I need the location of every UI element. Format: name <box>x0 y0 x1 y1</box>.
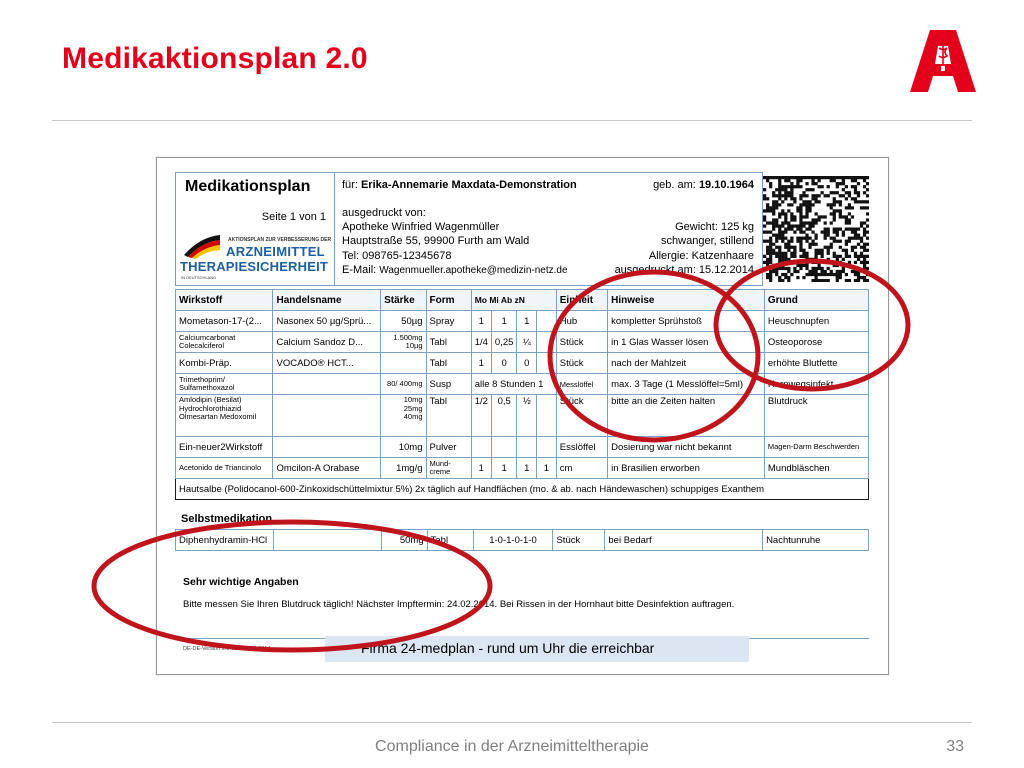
pharmacy-email-line <box>342 264 568 276</box>
cell-wirkstoff: Amlodipin (Besilat) Hydrochlorothiazid Olmesartan Medoxomil <box>176 395 273 437</box>
patient-status: schwanger, stillend <box>661 235 754 247</box>
brand-country: IN DEUTSCHLAND <box>181 275 217 280</box>
cell-handelsname <box>273 395 381 437</box>
plan-header-left <box>176 173 335 285</box>
table-row <box>176 332 869 353</box>
section-wichtige-angaben: Sehr wichtige Angaben <box>183 576 299 588</box>
col-dosing: Mo Mi Ab zN <box>471 290 556 311</box>
printed-on: ausgedruckt am: 15.12.2014 <box>614 264 754 276</box>
selbstmedikation-table <box>175 529 869 551</box>
cell-handelsname <box>273 437 381 458</box>
apotheke-a-logo-icon <box>908 26 978 96</box>
dob-line <box>653 179 754 191</box>
cell-einheit: Stück <box>553 530 605 551</box>
cell-mo <box>471 437 491 458</box>
patient-weight: Gewicht: 125 kg <box>675 221 754 233</box>
cell-mi <box>491 437 517 458</box>
cell-staerke: 1mg/g <box>381 458 426 479</box>
cell-handelsname <box>273 530 381 551</box>
cell-wirkstoff: Mometason-17-(2... <box>176 311 273 332</box>
cell-form: Mund-creme <box>426 458 471 479</box>
cell-staerke: 80/ 400mg <box>381 374 426 395</box>
bottom-divider <box>52 722 972 723</box>
cell-mi: 0,25 <box>491 332 517 353</box>
col-handelsname: Handelsname <box>273 290 381 311</box>
cell-handelsname: Calcium Sandoz D... <box>273 332 381 353</box>
cell-handelsname: Nasonex 50 µg/Sprü... <box>273 311 381 332</box>
slide-page-number: 33 <box>946 738 964 755</box>
cell-free-text: Hautsalbe (Polidocanol-600-Zinkoxidschüttelmixtur 5%) 2x täglich auf Handflächen (mo. & ab. nach Händewaschen) schuppiges Exanthem <box>176 479 869 500</box>
dob-label: geb. am: <box>653 179 696 191</box>
cell-handelsname: VOCADO® HCT... <box>273 353 381 374</box>
top-divider <box>52 120 972 121</box>
col-form: Form <box>426 290 471 311</box>
cell-ab: ¼ <box>517 332 537 353</box>
cell-grund: erhöhte Blutfette <box>764 353 868 374</box>
cell-einheit: Stück <box>556 332 607 353</box>
cell-grund: Harnwegsinfekt <box>764 374 868 395</box>
free-text-row <box>176 479 869 500</box>
cell-staerke: 1.500mg 10µg <box>381 332 426 353</box>
version-note: DE-DE-Version 2.0 vom 15.12.2014 <box>183 646 271 652</box>
slide-title: Medikaktionsplan 2.0 <box>62 42 368 75</box>
cell-grund: Nachtunruhe <box>763 530 869 551</box>
cell-handelsname <box>273 374 381 395</box>
table-row <box>176 458 869 479</box>
cell-wirkstoff: Calciumcarbonat Colecalciferol <box>176 332 273 353</box>
pharmacy-name: Apotheke Winfried Wagenmüller <box>342 221 500 233</box>
cell-ab <box>517 437 537 458</box>
email-label: E-Mail: <box>342 264 377 276</box>
cell-staerke <box>381 353 426 374</box>
cell-hinweise: bitte an die Zeiten halten <box>608 395 765 437</box>
plan-header-right <box>342 173 762 285</box>
cell-hinweise: Dosierung war nicht bekannt <box>608 437 765 458</box>
cell-einheit: cm <box>556 458 607 479</box>
cell-mi: 1 <box>491 458 517 479</box>
cell-form: Susp <box>426 374 471 395</box>
cell-mo: 1/4 <box>471 332 491 353</box>
col-einheit: Einheit <box>556 290 607 311</box>
cell-mi: 0,5 <box>491 395 517 437</box>
cell-mi: 1 <box>491 311 517 332</box>
cell-mo: 1 <box>471 458 491 479</box>
cell-hinweise: in 1 Glas Wasser lösen <box>608 332 765 353</box>
footer-caption: Compliance in der Arzneimitteltherapie <box>375 738 649 755</box>
table-header-row <box>176 290 869 311</box>
patient-line <box>342 179 577 191</box>
cell-hinweise: nach der Mahlzeit <box>608 353 765 374</box>
section-selbstmedikation: Selbstmedikation <box>181 513 273 525</box>
cell-grund: Blutdruck <box>764 395 868 437</box>
col-hinweise: Hinweise <box>608 290 765 311</box>
cell-staerke: 10mg 25mg 40mg <box>381 395 426 437</box>
cell-grund: Heuschnupfen <box>764 311 868 332</box>
cell-grund: Osteoporose <box>764 332 868 353</box>
cell-dosing-text: alle 8 Stunden 1 <box>471 374 556 395</box>
col-grund: Grund <box>764 290 868 311</box>
brand-tagline: AKTIONSPLAN ZUR VERBESSERUNG DER <box>228 237 332 243</box>
cell-mo: 1/2 <box>471 395 491 437</box>
cell-wirkstoff: Diphenhydramin-HCl <box>176 530 274 551</box>
cell-zn <box>537 311 557 332</box>
cell-hinweise: kompletter Sprühstoß <box>608 311 765 332</box>
datamatrix-code-icon <box>763 176 869 282</box>
table-row <box>176 530 869 551</box>
table-row <box>176 395 869 437</box>
cell-handelsname: Omcilon-A Orabase <box>273 458 381 479</box>
cell-wirkstoff: Acetonido de Triancinolo <box>176 458 273 479</box>
cell-form: Tabl <box>426 353 471 374</box>
cell-ab: ½ <box>517 395 537 437</box>
cell-mi: 0 <box>491 353 517 374</box>
cell-hinweise: max. 3 Tage (1 Messlöffel=5ml) <box>608 374 765 395</box>
plan-page-indicator: Seite 1 von 1 <box>261 211 326 223</box>
pharmacy-tel: Tel: 098765-12345678 <box>342 250 452 262</box>
cell-wirkstoff: Trimethoprim/ Sulfamethoxazol <box>176 374 273 395</box>
plan-header <box>175 172 763 286</box>
cell-form: Tabl <box>426 332 471 353</box>
table-row <box>176 437 869 458</box>
cell-mo: 1 <box>471 311 491 332</box>
cell-zn <box>537 353 557 374</box>
col-staerke: Stärke <box>381 290 426 311</box>
germany-flag-swoosh-icon <box>182 233 222 259</box>
cell-einheit: Stück <box>556 353 607 374</box>
firma-banner <box>325 636 749 662</box>
cell-staerke: 10mg <box>381 437 426 458</box>
cell-zn: 1 <box>537 458 557 479</box>
pharmacy-street: Hauptstraße 55, 99900 Furth am Wald <box>342 235 530 247</box>
patient-allergy: Allergie: Katzenhaare <box>648 250 754 262</box>
cell-einheit: Stück <box>556 395 607 437</box>
cell-ab: 1 <box>517 458 537 479</box>
cell-dosing: 1-0-1-0-1-0 <box>473 530 553 551</box>
cell-form: Pulver <box>426 437 471 458</box>
firma-banner-text: Firma 24-medplan - rund um Uhr die erreichbar <box>361 640 655 656</box>
cell-mo: 1 <box>471 353 491 374</box>
col-wirkstoff: Wirkstoff <box>176 290 273 311</box>
brand-line-1: ARZNEIMITTEL <box>226 244 325 259</box>
printed-by-label: ausgedruckt von: <box>342 207 426 219</box>
table-row <box>176 353 869 374</box>
cell-zn <box>537 437 557 458</box>
cell-hinweise: bei Bedarf <box>605 530 763 551</box>
patient-name: Erika-Annemarie Maxdata-Demonstration <box>360 179 577 191</box>
cell-staerke: 50mg <box>381 530 427 551</box>
cell-wirkstoff: Kombi-Präp. <box>176 353 273 374</box>
table-row <box>176 374 869 395</box>
email-value: Wagenmueller.apotheke@medizin-netz.de <box>379 265 568 276</box>
cell-zn <box>537 332 557 353</box>
cell-grund: Magen-Darm Beschwerden <box>764 437 868 458</box>
cell-wirkstoff: Ein-neuer2Wirkstoff <box>176 437 273 458</box>
cell-einheit: Messlöffel <box>556 374 607 395</box>
table-row <box>176 311 869 332</box>
cell-form: Spray <box>426 311 471 332</box>
cell-hinweise: in Brasilien erworben <box>608 458 765 479</box>
dob-value: 19.10.1964 <box>698 179 754 191</box>
cell-grund: Mundbläschen <box>764 458 868 479</box>
cell-form: Tabl <box>427 530 473 551</box>
medication-plan-document <box>156 157 889 675</box>
cell-zn <box>537 395 557 437</box>
medication-table <box>175 289 869 500</box>
cell-ab: 0 <box>517 353 537 374</box>
cell-staerke: 50µg <box>381 311 426 332</box>
cell-einheit: Hub <box>556 311 607 332</box>
brand-line-2: THERAPIESICHERHEIT <box>180 259 329 274</box>
cell-form: Tabl <box>426 395 471 437</box>
wichtige-angaben-text: Bitte messen Sie Ihren Blutdruck täglich! Nächster Impftermin: 24.02.2014. Bei Rissen in der Hornhaut bitte Desinfektion auftragen. <box>183 599 735 610</box>
cell-ab: 1 <box>517 311 537 332</box>
patient-label: für: <box>342 179 358 191</box>
plan-title: Medikationsplan <box>185 178 311 195</box>
cell-einheit: Esslöffel <box>556 437 607 458</box>
